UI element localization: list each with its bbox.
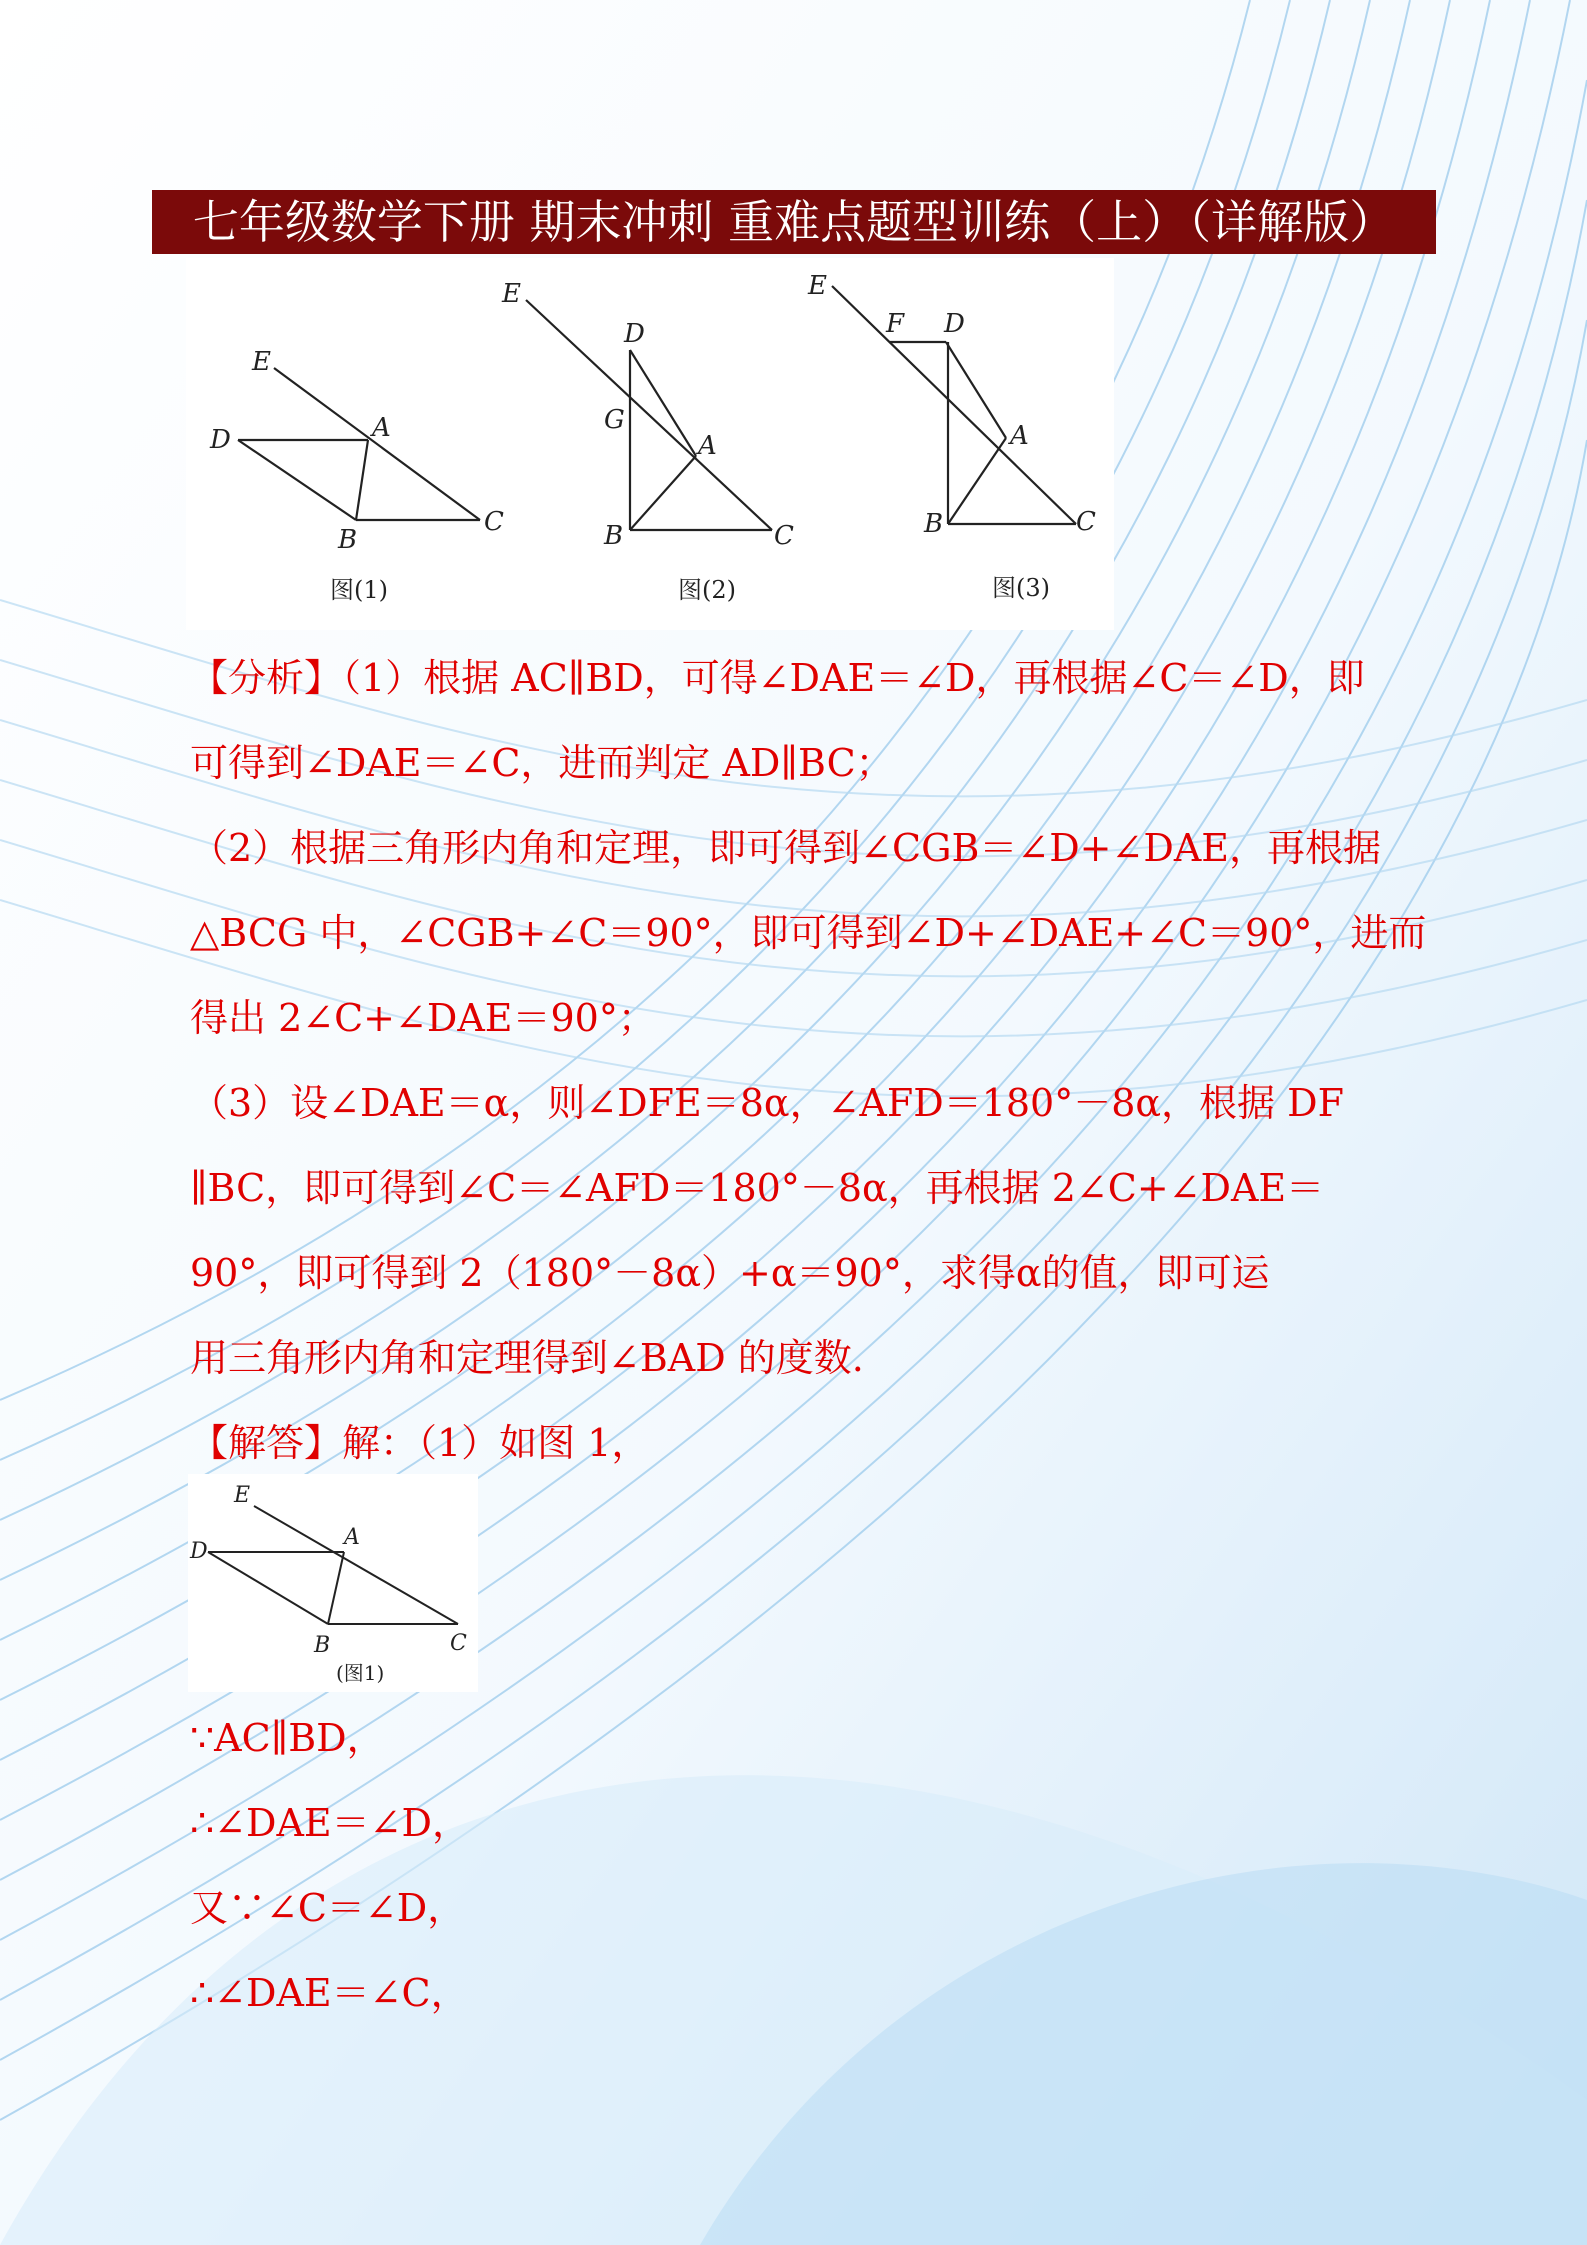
fig3-caption: 图(3) — [992, 574, 1050, 602]
solution-line: 又∵∠C＝∠D， — [190, 1886, 466, 1930]
small-fig-label-e: E — [234, 1483, 251, 1508]
fig3-label-b: B — [924, 509, 944, 539]
analysis-line: △BCG 中，∠CGB+∠C＝90°，即可得到∠D+∠DAE+∠C＝90°，进而 — [190, 911, 1427, 955]
analysis-section — [190, 636, 1442, 1486]
small-fig-caption: (图1) — [336, 1661, 385, 1685]
analysis-line: 可得到∠DAE＝∠C，进而判定 AD∥BC； — [190, 741, 894, 785]
fig2-label-d: D — [624, 319, 645, 349]
answer-heading: 【解答】解：（1）如图 1， — [190, 1421, 650, 1465]
fig1-label-a: A — [372, 413, 391, 443]
fig3-label-d: D — [944, 309, 965, 339]
fig1-caption: 图(1) — [330, 576, 388, 604]
fig2-label-a: A — [698, 431, 717, 461]
solution-line: ∵AC∥BD， — [190, 1716, 385, 1760]
fig2-label-e: E — [502, 279, 521, 309]
fig2-label-b: B — [604, 521, 624, 551]
solution-line: ∴∠DAE＝∠D， — [190, 1801, 470, 1845]
analysis-line: 得出 2∠C+∠DAE＝90°； — [190, 996, 656, 1040]
fig2-caption: 图(2) — [678, 576, 736, 604]
fig1-label-c: C — [484, 507, 504, 537]
fig3-label-a: A — [1010, 421, 1029, 451]
fig2-label-c: C — [774, 521, 794, 551]
analysis-line: ∥BC，即可得到∠C＝∠AFD＝180°－8α，再根据 2∠C+∠DAE＝ — [190, 1166, 1325, 1210]
small-fig-label-d: D — [190, 1539, 208, 1564]
solution-section — [190, 1696, 1190, 2036]
fig3-label-f: F — [886, 309, 905, 339]
fig1-label-d: D — [210, 425, 231, 455]
page-title: 七年级数学下册 期末冲刺 重难点题型训练（上）（详解版） — [152, 190, 1436, 254]
small-fig-label-b: B — [314, 1633, 331, 1658]
figures-svg — [186, 258, 1114, 630]
fig3-label-c: C — [1076, 507, 1096, 537]
analysis-line: 90°，即可得到 2（180°－8α）+α＝90°，求得α的值，即可运 — [190, 1251, 1270, 1295]
small-fig-label-c: C — [450, 1631, 467, 1656]
fig1-label-e: E — [252, 347, 271, 377]
small-figure-svg — [188, 1474, 478, 1692]
analysis-line: 用三角形内角和定理得到∠BAD 的度数. — [190, 1336, 864, 1380]
analysis-line: （2）根据三角形内角和定理，即可得到∠CGB＝∠D+∠DAE，再根据 — [190, 826, 1382, 870]
analysis-line: 【分析】（1）根据 AC∥BD，可得∠DAE＝∠D，再根据∠C＝∠D，即 — [190, 656, 1365, 700]
small-figure-1 — [188, 1474, 478, 1692]
fig3-label-e: E — [808, 271, 827, 301]
solution-line: ∴∠DAE＝∠C， — [190, 1971, 469, 2015]
analysis-line: （3）设∠DAE＝α，则∠DFE＝8α，∠AFD＝180°－8α，根据 DF — [190, 1081, 1344, 1125]
geometry-figures — [186, 258, 1114, 630]
fig2-label-g: G — [604, 405, 625, 435]
small-fig-label-a: A — [344, 1525, 360, 1550]
fig1-label-b: B — [338, 525, 358, 555]
